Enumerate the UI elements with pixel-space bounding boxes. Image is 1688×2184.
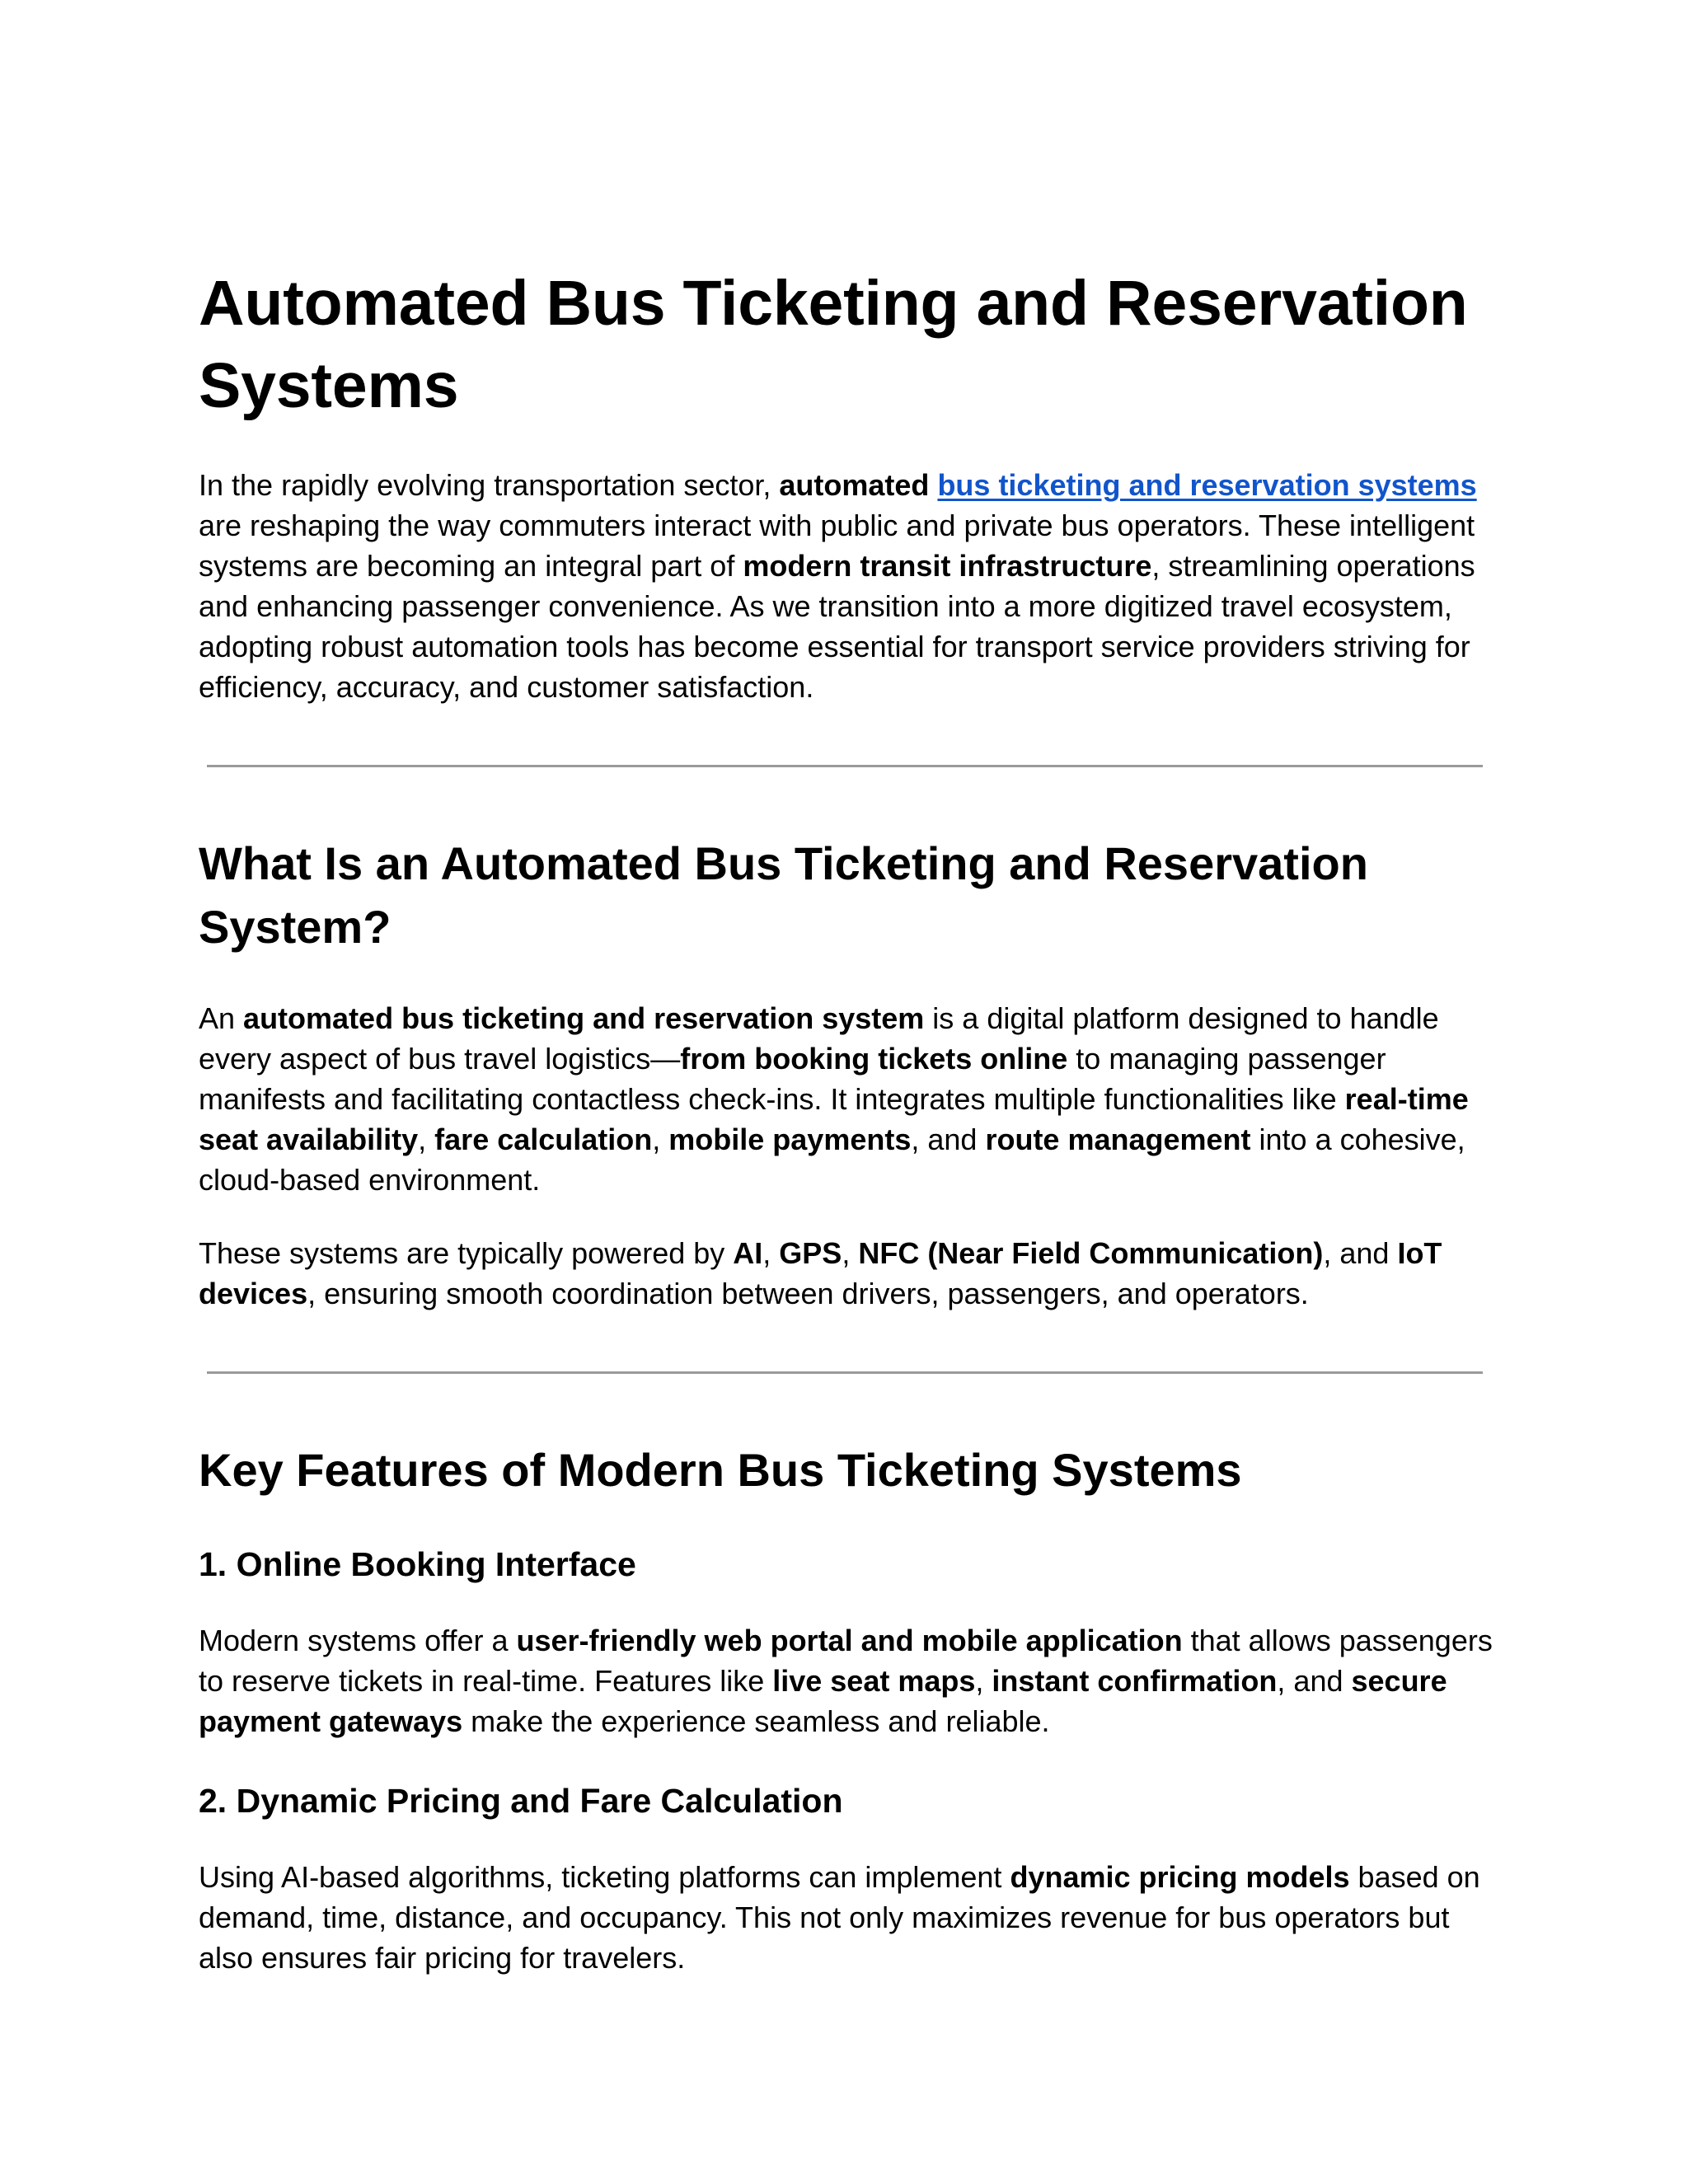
section-divider bbox=[207, 765, 1483, 767]
bold-term: from booking tickets online bbox=[680, 1042, 1068, 1076]
bold-term: automated bus ticketing and reservation system bbox=[243, 1001, 925, 1035]
page-title: Automated Bus Ticketing and Reservation Systems bbox=[199, 268, 1468, 421]
text-span: , ensuring smooth coordination between drivers, passengers, and operators. bbox=[307, 1277, 1309, 1310]
bold-term: dynamic pricing models bbox=[1010, 1860, 1350, 1894]
section-divider bbox=[207, 1371, 1483, 1374]
intro-paragraph bbox=[199, 465, 1493, 707]
text-span: into a cohesive, cloud-based environment. bbox=[199, 1122, 1465, 1197]
text-span: An bbox=[199, 1001, 244, 1035]
text-span: based on demand, time, distance, and occupancy. This not only maximizes revenue for bus operators but also ensures fair pricing for travelers. bbox=[199, 1860, 1480, 1975]
bold-term: live seat maps bbox=[772, 1664, 976, 1698]
text-span: make the experience seamless and reliable. bbox=[462, 1704, 1050, 1738]
intro-bold-automated: automated bbox=[779, 468, 930, 502]
text-span: , bbox=[842, 1236, 859, 1270]
text-span: that allows passengers to reserve tickets in real-time. Features like bbox=[199, 1624, 1493, 1698]
bold-term: mobile payments bbox=[668, 1122, 912, 1156]
text-span: , and bbox=[911, 1122, 986, 1156]
intro-bold-infrastructure: modern transit infrastructure bbox=[743, 549, 1152, 583]
section-heading-key-features: Key Features of Modern Bus Ticketing Systems bbox=[199, 1444, 1242, 1496]
document-page bbox=[199, 262, 1493, 1978]
what-is-paragraph-2 bbox=[199, 1233, 1493, 1314]
text-span: , and bbox=[1323, 1236, 1398, 1270]
feature-heading-dynamic-pricing: 2. Dynamic Pricing and Fare Calculation bbox=[199, 1782, 843, 1820]
bold-term: secure payment gateways bbox=[199, 1664, 1447, 1738]
feature-paragraph-dynamic-pricing bbox=[199, 1857, 1493, 1978]
text-span: Using AI-based algorithms, ticketing platforms can implement bbox=[199, 1860, 1010, 1894]
text-span: These systems are typically powered by bbox=[199, 1236, 734, 1270]
feature-paragraph-online-booking bbox=[199, 1620, 1493, 1741]
intro-text-3: are reshaping the way commuters interact with public and private bus operators. These intelligent systems are becoming an integral part of bbox=[199, 509, 1475, 583]
intro-space bbox=[929, 468, 937, 502]
text-span: , bbox=[975, 1664, 992, 1698]
bold-term: AI bbox=[733, 1236, 763, 1270]
text-span: , bbox=[652, 1122, 669, 1156]
intro-text-4: , streamlining operations and enhancing passenger convenience. As we transition into a more digitized travel ecosystem, adopting robust automation tools has become essential for transport service providers striving for efficiency, accuracy, and customer satisfaction. bbox=[199, 549, 1475, 704]
bold-term: IoT devices bbox=[199, 1236, 1442, 1310]
bold-term: GPS bbox=[779, 1236, 842, 1270]
what-is-paragraph-1 bbox=[199, 998, 1493, 1200]
intro-text-1: In the rapidly evolving transportation sector, bbox=[199, 468, 780, 502]
bold-term: instant confirmation bbox=[992, 1664, 1278, 1698]
bold-term: real-time seat availability bbox=[199, 1082, 1469, 1156]
feature-heading-online-booking: 1. Online Booking Interface bbox=[199, 1545, 636, 1583]
text-span: Modern systems offer a bbox=[199, 1624, 517, 1657]
text-span: is a digital platform designed to handle every aspect of bus travel logistics— bbox=[199, 1001, 1439, 1076]
section-heading-what-is: What Is an Automated Bus Ticketing and Reservation System? bbox=[199, 837, 1368, 953]
text-span: , bbox=[762, 1236, 780, 1270]
bold-term: NFC (Near Field Communication) bbox=[858, 1236, 1324, 1270]
bold-term: user-friendly web portal and mobile application bbox=[516, 1624, 1183, 1657]
text-span: , and bbox=[1277, 1664, 1352, 1698]
text-span: , bbox=[418, 1122, 435, 1156]
bold-term: route management bbox=[985, 1122, 1251, 1156]
text-span: to managing passenger manifests and facilitating contactless check-ins. It integrates multiple functionalities like bbox=[199, 1042, 1386, 1116]
bold-term: fare calculation bbox=[434, 1122, 653, 1156]
bus-ticketing-link[interactable]: bus ticketing and reservation systems bbox=[937, 468, 1477, 502]
